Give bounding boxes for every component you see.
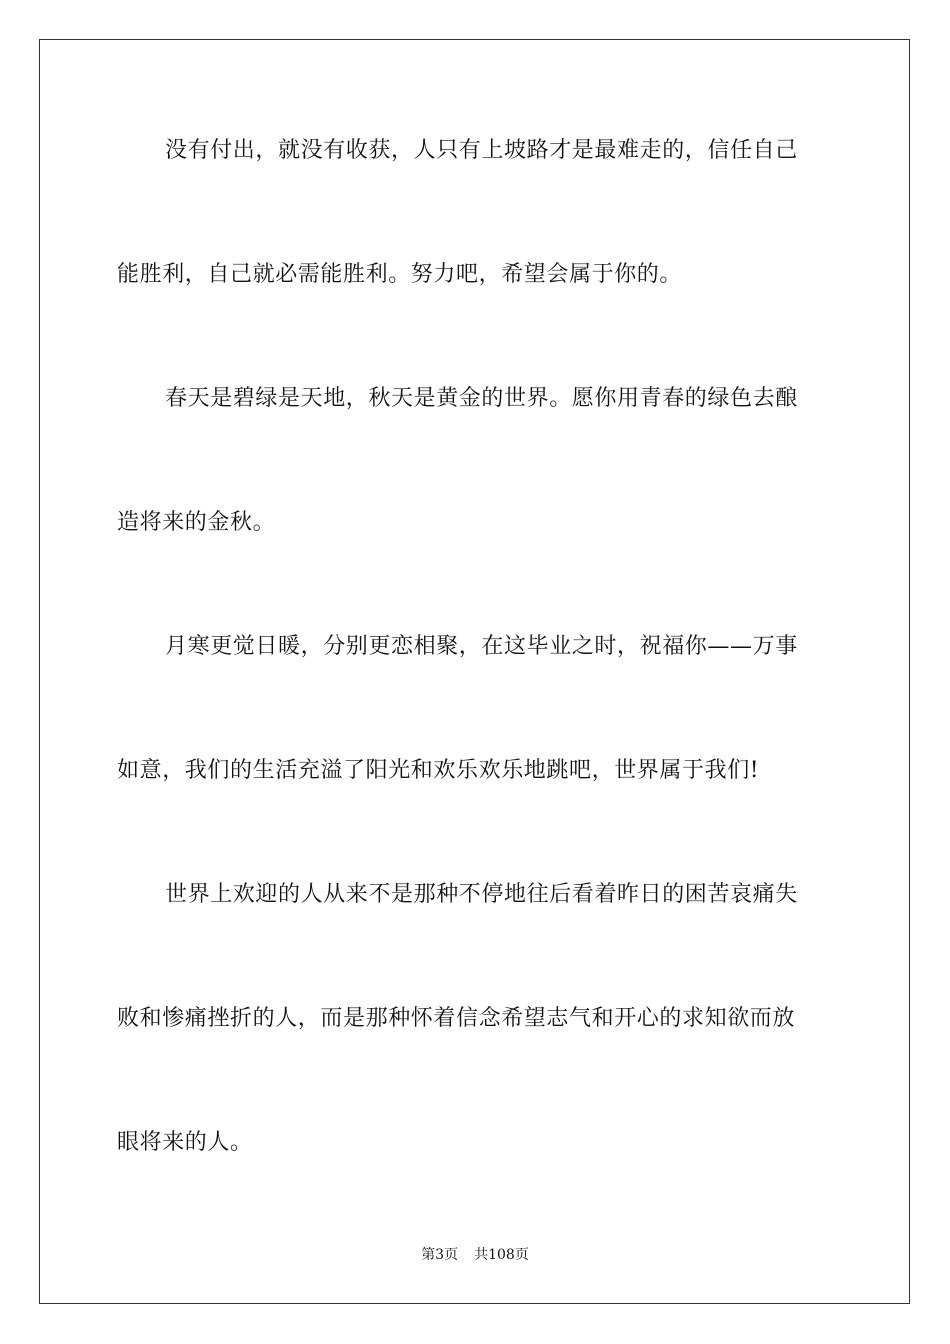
paragraph-1-line-2: 能胜利，自己就必需能胜利。努力吧，希望会属于你的。	[117, 262, 683, 287]
paragraph-4-line-2: 败和惨痛挫折的人，而是那种怀着信念希望志气和开心的求知欲而放	[117, 1006, 796, 1031]
paragraph-3-line-1: 月寒更觉日暖，分别更恋相聚，在这毕业之时，祝福你——万事	[165, 634, 798, 659]
paragraph-3-line-2: 如意，我们的生活充溢了阳光和欢乐欢乐地跳吧，世界属于我们!	[117, 758, 760, 783]
paragraph-2-line-2: 造将来的金秋。	[117, 510, 276, 535]
page-total: 共108页	[474, 1247, 529, 1263]
paragraph-2-line-1: 春天是碧绿是天地，秋天是黄金的世界。愿你用青春的绿色去酿	[165, 386, 798, 411]
paragraph-4-line-1: 世界上欢迎的人从来不是那种不停地往后看着昨日的困苦哀痛失	[165, 882, 798, 907]
page-footer	[0, 1246, 950, 1264]
paragraph-1-line-1: 没有付出，就没有收获，人只有上坡路才是最难走的，信任自己	[165, 138, 798, 163]
page-number: 第3页	[421, 1247, 459, 1263]
page-border	[39, 39, 910, 1304]
paragraph-4-line-3: 眼将来的人。	[117, 1130, 253, 1155]
